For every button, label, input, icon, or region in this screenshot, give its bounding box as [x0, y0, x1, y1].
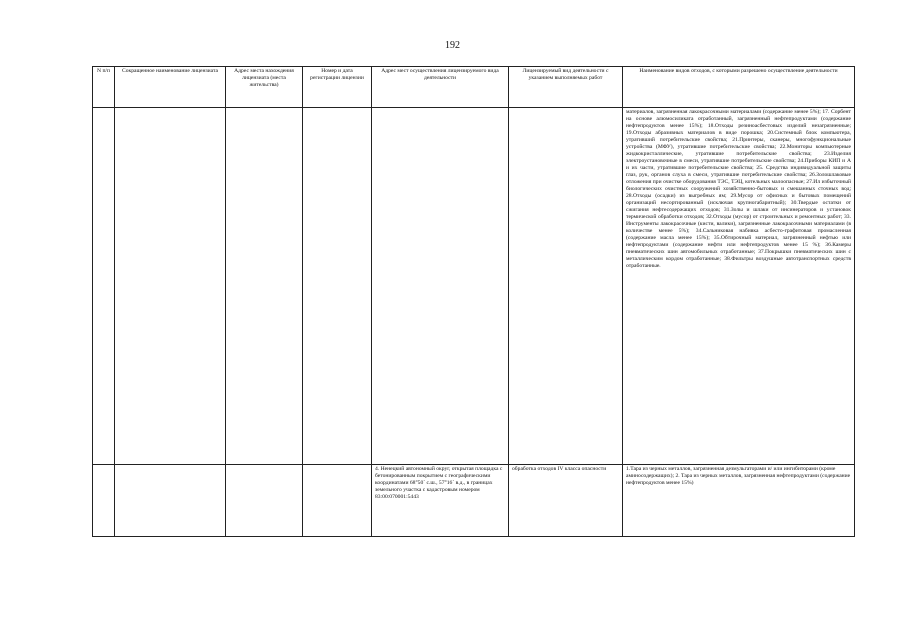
table-row: [93, 108, 855, 465]
cell-activity-type: обработка отходов IV класса опасности: [509, 465, 623, 537]
header-waste-types: Наименование видов отходов, с которыми разрешено осуществление деятельности: [623, 67, 855, 108]
cell-number: [93, 465, 115, 537]
cell-activity-type: [509, 108, 623, 465]
table-header-row: [93, 67, 855, 108]
header-activity-site: Адрес мест осуществления лицензируемого вида деятельности: [372, 67, 509, 108]
cell-license-number-date: [303, 465, 372, 537]
cell-activity-site: 4. Ненецкий автономный округ, открытая площадка с бетонированным покрытием с географическими координатами 68°50´ с.ш., 57°16´ в.д., в границах земельного участка с кадастровым номером 83:00:070001:5443: [372, 465, 509, 537]
header-license-number-date: Номер и дата регистрации лицензии: [303, 67, 372, 108]
license-registry-table: [92, 66, 855, 537]
header-licensee-address: Адрес места нахождения лицензиата (места жительства): [226, 67, 303, 108]
cell-license-number-date: [303, 108, 372, 465]
cell-licensee-address: [226, 108, 303, 465]
header-licensee-name: Сокращенное наименование лицензиата: [115, 67, 226, 108]
cell-number: [93, 108, 115, 465]
cell-licensee-name: [115, 108, 226, 465]
cell-licensee-address: [226, 465, 303, 537]
cell-waste-types: 1.Тара из черных металлов, загрязненная дезмульгаторами и/ или ингибиторами (кроме аминосодержащих); 2. Тара из черных металлов, загрязненная нефтепродуктами (содержание нефтепродуктов менее 15%): [623, 465, 855, 537]
header-number: N п/п: [93, 67, 115, 108]
cell-licensee-name: [115, 465, 226, 537]
header-activity-type: Лицензируемый вид деятельности с указанием выполняемых работ: [509, 67, 623, 108]
cell-waste-types: материалов, загрязненная лакокрасочными материалами (содержание менее 5%); 17. Сорбент на основе алюмосиликата отработанный, загрязненный нефтепродуктами (содержание нефтепродуктов менее 15%); 18.Отходы резиноасбестовых изделий незагрязненные; 19.Отходы абразивных материалов в виде порошка; 20.Системный блок компьютера, утративший потребительские свойства; 21.Принтеры, сканеры, многофункциональные устройства (МФУ), утратившие потребительские свойства; 22.Мониторы компьютерные жидкокристаллические, утратившие потребительские свойства; 23.Изделия электроустановочные в смеси, утратившие потребительские свойства; 24.Приборы КИП и А и их части, утратившие потребительские свойства; 25. Средства индивидуальной защиты глаз, рук, органов слуха в смеси, утратившие потребительские свойства; 26.Золошлаковые отложения при очистке оборудования ТЭС, ТЭЦ, котельных малоопасные; 27.Ил избыточный биологических очистных сооружений хозяйственно-бытовых и смешанных сточных вод; 28.Отходы (осадки) из выгребных ям; 29.Мусор от офисных и бытовых помещений организаций несортированный (исключая крупногабаритный); 30.Твердые остатки от сжигания нефтесодержащих отходов; 31.Золы и шлаки от инсинераторов и установок термической обработки отходов; 32.Отходы (мусор) от строительных и ремонтных работ; 33. Инструменты лакокрасочные (кисти, валики), загрязненные лакокрасочными материалами (в количестве менее 5%); 34.Сальниковая набивка асбесто-графитовая промасленная (содержание масла менее 15%); 35.Обтирочный материал, загрязненный нефтью или нефтепродуктами (содержание нефти или нефтепродуктов менее 15 %); 36.Камеры пневматических шин автомобильных отработанные; 37.Покрышки пневматических шин с металлическим кордом отработанные; 38.Фильтры воздушные автотранспортных средств отработанные.: [623, 108, 855, 465]
cell-activity-site: [372, 108, 509, 465]
page-number: 192: [445, 40, 460, 51]
table-row: [93, 465, 855, 537]
